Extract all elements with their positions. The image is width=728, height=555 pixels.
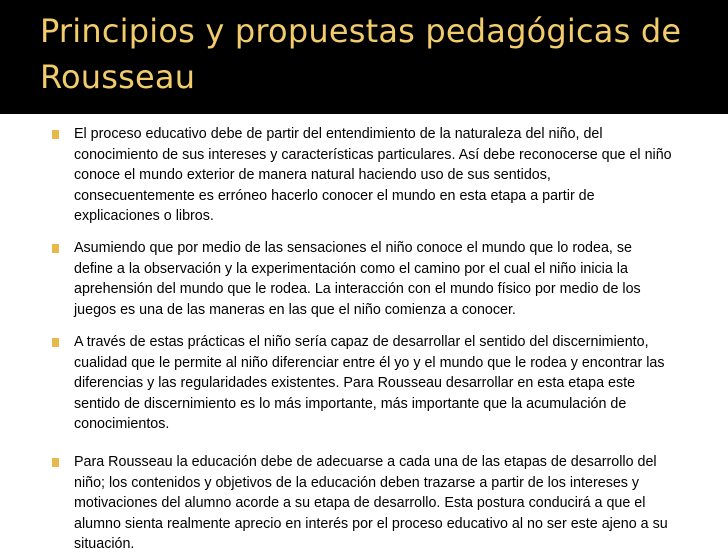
bullet-text: Asumiendo que por medio de las sensaciones el niño conoce el mundo que lo rodea, se define a la observación y la experimentación como el camino por el cual el niño inicia la aprehensión del mundo que le rodea. La interacción con el mundo físico por medio de los juegos es una de las maneras en las que el niño comienza a conocer. <box>74 240 641 318</box>
slide-title: Principios y propuestas pedagógicas de Rousseau <box>40 12 682 96</box>
bullet-item <box>74 452 674 555</box>
bullet-item <box>74 238 674 320</box>
bullet-text: El proceso educativo debe de partir del entendimiento de la naturaleza del niño, del conocimiento de sus intereses y características particulares. Así debe reconocerse que el niño conoce el mundo exterior de manera natural haciendo uso de sus sentidos, consecuentemente es erróneo hacerlo conocer el mundo en esta etapa a partir de explicaciones o libros. <box>74 126 672 224</box>
bullet-square-icon <box>52 244 59 253</box>
bullet-square-icon <box>52 130 59 139</box>
bullet-item <box>74 124 674 227</box>
bullet-square-icon <box>52 338 59 347</box>
bullet-square-icon <box>52 458 59 467</box>
bullet-item <box>74 332 674 435</box>
bullet-text: Para Rousseau la educación debe de adecuarse a cada una de las etapas de desarrollo del niño; los contenidos y objetivos de la educación deben trazarse a partir de los intereses y motivaciones del alumno acorde a su etapa de desarrollo. Esta postura conducirá a que el alumno sienta realmente aprecio en interés por el proceso educativo al no ser este ajeno a su situación. <box>74 454 668 552</box>
bullet-text: A través de estas prácticas el niño sería capaz de desarrollar el sentido del discernimiento, cualidad que le permite al niño diferenciar entre él yo y el mundo que le rodea y encontrar las diferencias y las regularidades existentes. Para Rousseau desarrollar en esta etapa este sentido de discernimiento es lo más importante, más importante que la acumulación de conocimientos. <box>74 334 665 432</box>
title-band <box>0 0 728 114</box>
